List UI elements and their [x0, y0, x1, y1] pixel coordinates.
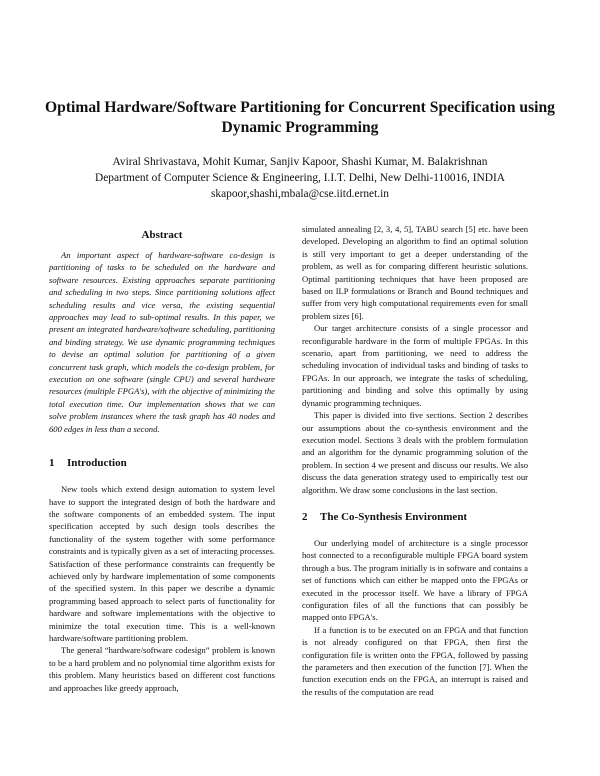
section-heading-co-synthesis: [302, 510, 528, 524]
paragraph: New tools which extend design automation to system level have to support the integrated design of both the hardware and the software components of an embedded system. The input specification accepted by such design tools describes the functionality of the system together with some performance constraints and is typically given as a set of interacting processes. Satisfaction of these performance constraints can frequently be achieved only by hardware implementation of some components of the specified system. In this paper we describe a dynamic programming based approach to select parts of functionality for hardware and software implementations with the objective to minimize the total execution time. This is a well-known hardware/software partitioning problem.: [49, 484, 275, 643]
introduction-body: [49, 483, 275, 694]
paragraph: simulated annealing [2, 3, 4, 5], TABU search [5] etc. have been developed. Developing an algorithm to find an optimal solution is still very important to get a deeper understanding of the problem, as well as for comparing different heuristic solutions. Optimal partitioning techniques that have been proposed are based on ILP formulations or Branch and Bound techniques and suffer from very high computational requirements even for small problem sizes [6].: [302, 224, 528, 321]
abstract-heading: Abstract: [141, 229, 183, 241]
paragraph: Our target architecture consists of a single processor and reconfigurable hardware in the form of multiple FPGAs. In this scenario, apart from partitioning, we need to address the scheduling invocation of individual tasks and binding of tasks to FPGAs. In our approach, we integrate the tasks of scheduling, partitioning and binding and solve this optimally by using dynamic programming techniques.: [302, 323, 528, 408]
paragraph: If a function is to be executed on an FPGA and that function is not already configured on that FPGA, then first the configuration file is written onto the FPGA, followed by passing the parameters and then execution of the function [7]. When the function execution ends on the FPGA, an interrupt is raised and the results of the computation are read: [302, 624, 528, 697]
section-title: The Co-Synthesis Environment: [320, 510, 468, 523]
left-column: [49, 223, 275, 694]
author-block: [40, 155, 560, 202]
co-synthesis-body: [302, 537, 528, 698]
paragraph: This paper is divided into five sections. Section 2 describes our assumptions about the co-synthesis environment and the execution model. Sections 3 deals with the problem formulation and an algorithm for the dynamic programming solution of the problem. In section 4 we present and discuss our results. We also discuss the data generation strategy used to empirically test our algorithm. We draw some conclusions in the last section.: [302, 410, 528, 495]
section-number: 2: [302, 510, 308, 523]
section-number: 1: [49, 457, 55, 470]
abstract-text: An important aspect of hardware-software co-design is partitioning of tasks to be scheduled on the hardware and software resources. Existing approaches separate partitioning and scheduling in two steps. Since partitioning solutions affect scheduling results and vice versa, the existing sequential approaches may lead to sub-optimal results. In this paper, we present an integrated hardware/software scheduling, partitioning and binding strategy. We use dynamic programming techniques to devise an optimal solution for partitioning of a given concurrent task graph, which models the co-design problem, for execution on one software (single CPU) and several hardware resources (multiple FPGA's), with the objective of minimizing the total execution time. Our implementation shows that we can solve problem instances where the task graph has 40 nodes and 600 edges in less than a second.: [49, 250, 275, 434]
section-heading-introduction: [49, 456, 275, 470]
right-column: [302, 223, 528, 698]
section-title: Introduction: [67, 457, 127, 470]
abstract: [49, 249, 275, 435]
paragraph: Our underlying model of architecture is a single processor host connected to a reconfigurable multiple FPGA board system through a bus. The program initially is in software and contains a set of functions which can either be mapped onto the FPGAs or executed in the processor itself. We have a library of FPGA configuration files of all the functions that can possibly be mapped onto FPGA's.: [302, 537, 528, 623]
author-names: Aviral Shrivastava, Mohit Kumar, Sanjiv Kapoor, Shashi Kumar, M. Balakrishnan: [112, 156, 488, 168]
paragraph: The general “hardware/software codesign” problem is known to be a hard problem and no polynomial time algorithm exists for this problem. Many heuristics based on different cost functions and approaches like greedy approach,: [49, 645, 275, 693]
author-email: skapoor,shashi,mbala@cse.iitd.ernet.in: [210, 187, 389, 200]
introduction-body-continued: [302, 223, 528, 496]
paper-title: Optimal Hardware/Software Partitioning for Concurrent Specification using Dynamic Programming: [45, 99, 555, 136]
affiliation: Department of Computer Science & Engineering, I.I.T. Delhi, New Delhi-110016, INDIA: [95, 171, 505, 184]
